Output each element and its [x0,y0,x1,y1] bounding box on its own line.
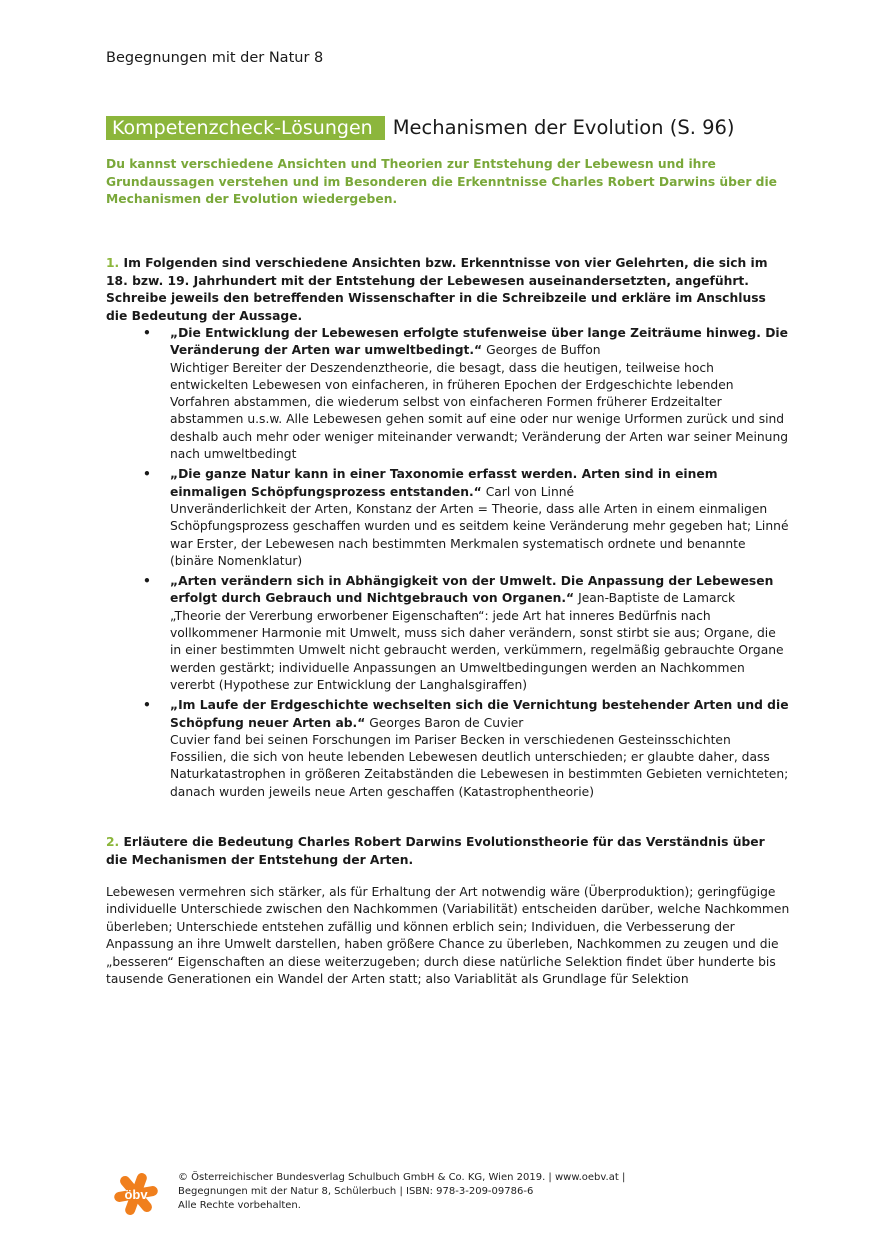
svg-text:öbv: öbv [124,1187,148,1202]
question-1-text: Im Folgenden sind verschiedene Ansichten bzw. Erkenntnisse von vier Gelehrten, die sich im 18. bzw. 19. Jahrhundert mit der Entstehung der Lebewesen auseinandersetzten, angeführt. Schreibe jeweils den betreffenden Wissenschafter in die Schreibzeile und erkläre im Anschluss die Bedeutung der Aussage. [106,256,768,323]
rights-line: Alle Rechte vorbehalten. [178,1200,301,1211]
isbn-line: Begegnungen mit der Natur 8, Schülerbuch | ISBN: 978-3-209-09786-6 [178,1186,534,1197]
list-item [106,325,790,463]
question-2-number: 2. [106,835,120,849]
page-heading [106,116,735,140]
bullet: • [143,698,151,713]
intro-text: Du kannst verschiedene Ansichten und Theorien zur Entstehung der Lebewesn und ihre Grundaussagen verstehen und im Besonderen die Erkenntnisse Charles Robert Darwins über die Mechanismen der Evolution wiedergeben. [106,157,778,206]
list-item [106,466,790,570]
explanation: Unveränderlichkeit der Arten, Konstanz der Arten = Theorie, dass alle Arten in einem einmaligen Schöpfungsprozess geschaffen wurden und es seitdem keine Veränderung mehr gegeben hat; Linné war Erster, der Lebewesen nach bestimmten Merkmalen systematisch ordnete und benannte (binäre Nomenklatur) [170,501,789,568]
oebv-logo-icon [112,1170,160,1218]
section-badge: Kompetenzcheck-Lösungen [106,116,385,140]
page-title: Mechanismen der Evolution (S. 96) [392,116,735,139]
question-2 [106,834,790,869]
footer [112,1170,625,1218]
question-2-text: Erläutere die Bedeutung Charles Robert Darwins Evolutionstheorie für das Verständnis über die Mechanismen der Entstehung der Arten. [106,835,765,867]
copyright [178,1171,625,1213]
author: Georges Baron de Cuvier [369,715,524,730]
author: Jean-Baptiste de Lamarck [578,591,736,606]
copyright-line: © Österreichischer Bundesverlag Schulbuch GmbH & Co. KG, Wien 2019. | www.oebv.at | [178,1172,626,1183]
quote: „Arten verändern sich in Abhängigkeit von der Umwelt. Die Anpassung der Lebewesen erfolgt durch Gebrauch und Nichtgebrauch von Organen.“ [170,574,774,606]
answer-list [106,325,790,804]
author: Georges de Buffon [486,343,601,358]
bullet: • [143,467,151,482]
question-1 [106,255,790,325]
quote: „Im Laufe der Erdgeschichte wechselten sich die Vernichtung bestehender Arten und die Schöpfung neuer Arten ab.“ [170,698,789,730]
explanation: „Theorie der Vererbung erworbener Eigenschaften“: jede Art hat inneres Bedürfnis nach vollkommener Harmonie mit Umwelt, muss sich daher verändern, sonst stirbt sie aus; Organe, die in einer bestimmten Umwelt nicht gebraucht werden, verkümmern, regelmäßig gebrauchte Organe werden gestärkt; individuelle Anpassungen an Umweltbedingungen werden an Nachkommen vererbt (Hypothese zur Entwicklung der Langhalsgiraffen) [170,608,784,692]
author: Carl von Linné [485,484,575,499]
explanation: Cuvier fand bei seinen Forschungen im Pariser Becken in verschiedenen Gesteinsschichten Fossilien, die sich von heute lebenden Lebewesen deutlich unterschieden; er glaubte daher, dass Naturkatastrophen in größeren Zeitabständen die Lebewesen in bestimmten Gebieten vernichteten; danach wurden jeweils neue Arten geschaffen (Katastrophentheorie) [170,732,789,799]
quote: „Die Entwicklung der Lebewesen erfolgte stufenweise über lange Zeiträume hinweg. Die Veränderung der Arten war umweltbedingt.“ [170,326,788,358]
list-item [106,697,790,801]
explanation: Wichtiger Bereiter der Deszendenztheorie, die besagt, dass die heutigen, teilweise hoch entwickelten Lebewesen von einfacheren, in früheren Epochen der Erdgeschichte lebenden Vorfahren abstammen, die wiederum selbst von einfacheren Formen früherer Erdzeitalter abstammen u.s.w. Alle Lebewesen gehen somit auf eine oder nur wenige Urformen zurück und sind deshalb auch mehr oder weniger miteinander verwandt; Veränderung der Arten war seiner Meinung nach umweltbedingt [170,360,789,462]
list-item [106,573,790,694]
bullet: • [143,574,151,589]
bullet: • [143,326,151,340]
quote: „Die ganze Natur kann in einer Taxonomie erfasst werden. Arten sind in einem einmaligen Schöpfungsprozess entstanden.“ [170,467,718,499]
book-title: Begegnungen mit der Natur 8 [106,50,324,66]
question-2-answer: Lebewesen vermehren sich stärker, als für Erhaltung der Art notwendig wäre (Überproduktion); geringfügige individuelle Unterschiede zwischen den Nachkommen (Variabilität) entscheiden darüber, welche Nachkommen überleben; Unterschiede entstehen zufällig und können erblich sein; Individuen, die Verbesserung der Anpassung an ihre Umwelt darstellen, haben größere Chance zu überleben, Nachkommen zu zeugen und die „besseren“ Eigenschaften an diese weiterzugeben; durch diese natürliche Selektion findet über hunderte bis tausende Generationen ein Wandel der Arten statt; also Variablität als Grundlage für Selektion [106,885,790,987]
question-1-number: 1. [106,256,120,270]
